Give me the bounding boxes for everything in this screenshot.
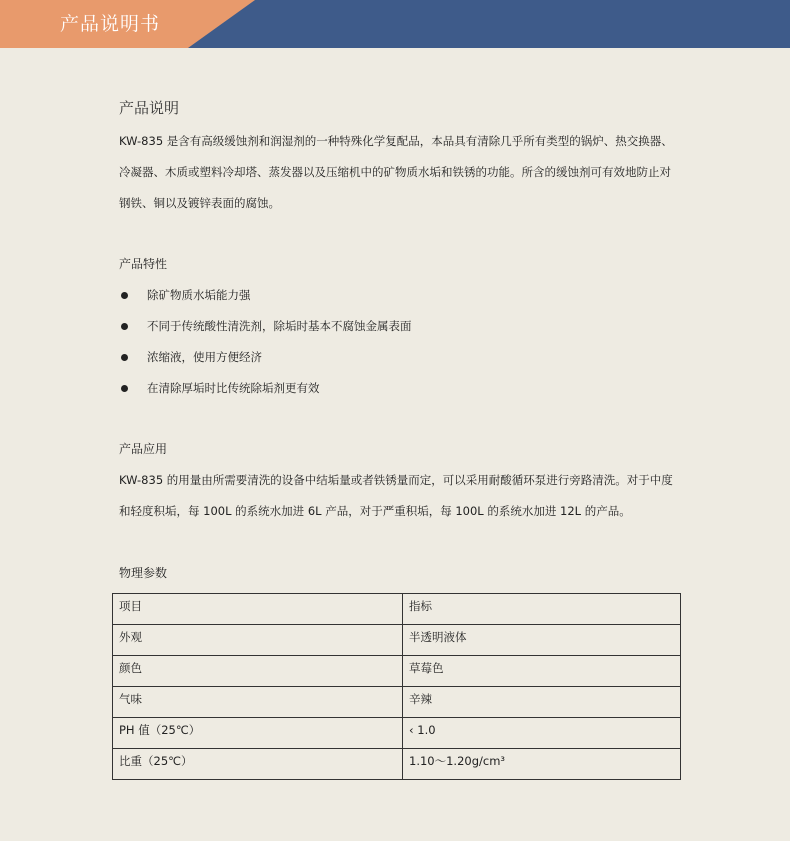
table-cell: 草莓色	[403, 656, 681, 687]
application-body: KW-835 的用量由所需要清洗的设备中结垢量或者铁锈量而定，可以采用耐酸循环泵进行旁路清洗。对于中度和轻度积垢，每 100L 的系统水加进 6L 产品，对于严重积垢，每 100L 的系统水加进 12L 的产品。	[119, 473, 673, 518]
table-header-row	[113, 594, 681, 625]
application-section	[119, 439, 679, 527]
params-title: 物理参数	[119, 566, 168, 580]
bullet-icon	[121, 292, 128, 299]
intro-body: KW-835 是含有高级缓蚀剂和润湿剂的一种特殊化学复配品，本品具有清除几乎所有类型的锅炉、热交换器、冷凝器、木质或塑料冷却塔、蒸发器以及压缩机中的矿物质水垢和铁锈的功能。所含的缓蚀剂可有效地防止对钢铁、铜以及镀锌表面的腐蚀。	[119, 134, 673, 210]
table-cell: 1.10～1.20g/cm³	[403, 749, 681, 780]
table-header-cell: 项目	[113, 594, 403, 625]
list-item: 不同于传统酸性清洗剂，除垢时基本不腐蚀金属表面	[119, 311, 412, 342]
features-list	[119, 280, 412, 404]
features-section	[119, 254, 412, 404]
table-row	[113, 625, 681, 656]
table-row	[113, 687, 681, 718]
intro-section	[119, 96, 679, 219]
header-title: 产品说明书	[60, 13, 161, 35]
table-cell: ‹ 1.0	[403, 718, 681, 749]
table-cell: 颜色	[113, 656, 403, 687]
table-header-cell: 指标	[403, 594, 681, 625]
intro-title: 产品说明	[119, 99, 180, 117]
list-item: 在清除厚垢时比传统除垢剂更有效	[119, 373, 412, 404]
application-title: 产品应用	[119, 442, 168, 456]
list-item: 除矿物质水垢能力强	[119, 280, 412, 311]
table-row	[113, 718, 681, 749]
table-row	[113, 749, 681, 780]
bullet-icon	[121, 354, 128, 361]
bullet-icon	[121, 323, 128, 330]
list-item: 浓缩液，使用方便经济	[119, 342, 412, 373]
page-header	[0, 0, 790, 48]
params-table	[112, 593, 681, 780]
table-cell: 比重（25℃）	[113, 749, 403, 780]
table-cell: 外观	[113, 625, 403, 656]
table-row	[113, 656, 681, 687]
table-cell: PH 值（25℃）	[113, 718, 403, 749]
table-cell: 半透明液体	[403, 625, 681, 656]
features-title: 产品特性	[119, 257, 168, 271]
params-section	[119, 563, 167, 583]
bullet-icon	[121, 385, 128, 392]
table-cell: 气味	[113, 687, 403, 718]
table-cell: 辛辣	[403, 687, 681, 718]
